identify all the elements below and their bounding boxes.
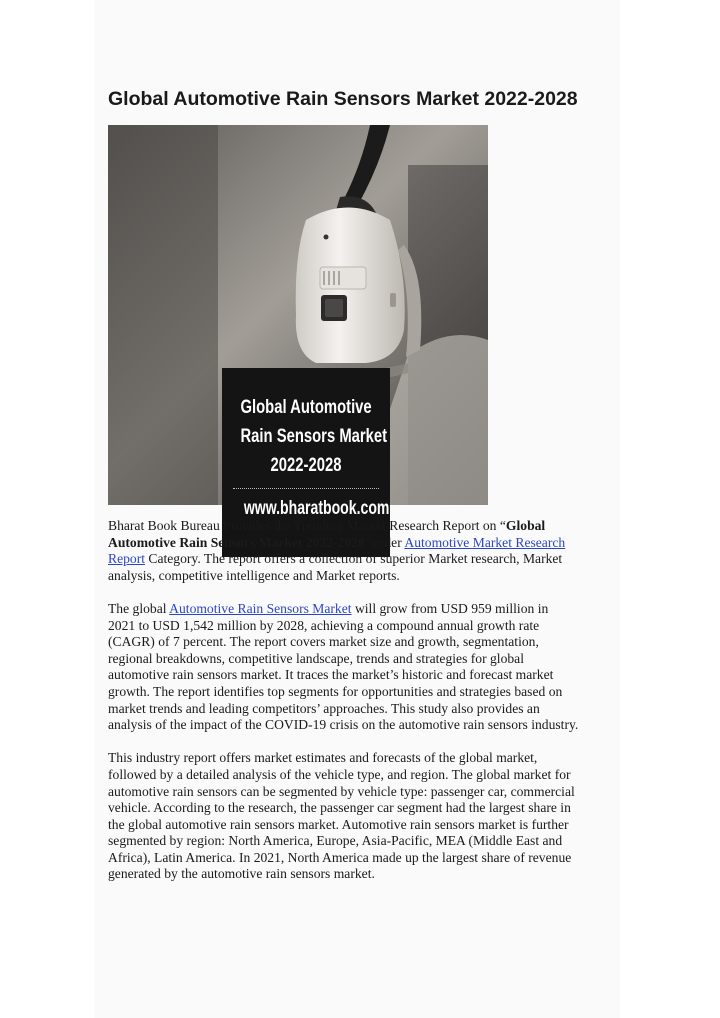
paragraph-line: vehicle. According to the research, the passenger car segment had the largest share in [108, 800, 571, 816]
paragraph-line [108, 601, 620, 618]
paragraph-line [108, 518, 620, 535]
paragraph-line: (CAGR) of 7 percent. The report covers market size and growth, segmentation, [108, 634, 539, 650]
paragraph-line: market trends and leading competitors’ approaches. This study also provides an [108, 700, 540, 716]
paragraph-line: Africa), Latin America. In 2021, North America made up the largest share of revenue [108, 849, 572, 865]
paragraph-line: 2021 to USD 1,542 million by 2028, achieving a compound annual growth rate [108, 617, 540, 633]
overlay-line-1: Global Automotive [240, 397, 372, 418]
paragraph-market-growth [108, 601, 620, 734]
paragraph-line: analysis of the impact of the COVID-19 crisis on the automotive rain sensors industry. [108, 717, 579, 733]
paragraph-line: the global automotive rain sensors market. Automotive rain sensors market is further [108, 816, 569, 832]
paragraph-line: growth. The report identifies top segments for opportunities and strategies based on [108, 683, 563, 699]
overlay-line-3: 2022-2028 [270, 455, 342, 476]
overlay-dotted-divider [233, 488, 379, 489]
automotive-market-research-link[interactable]: Automotive Market Research [404, 534, 566, 550]
text-run: Bharat Book Bureau Provides the Trending Market Research Report on “ [108, 518, 506, 533]
hero-image [108, 125, 488, 519]
text-run: Category. The report offers a collection of superior Market research, Market [145, 551, 563, 567]
paragraph-line [108, 535, 620, 552]
text-run: The global [108, 600, 170, 616]
paragraph-intro [108, 518, 620, 584]
bold-report-name: Global [505, 518, 546, 533]
automotive-market-research-link-cont[interactable]: Report [108, 551, 145, 567]
paragraph-line: segmented by region: North America, Europe, Asia-Pacific, MEA (Middle East and [108, 833, 563, 849]
overlay-website: www.bharatbook.com [243, 498, 390, 519]
text-run: ”under [364, 534, 405, 550]
paragraph-line: followed by a detailed analysis of the vehicle type, and region. The global market for [108, 766, 571, 782]
document-body [108, 518, 620, 900]
paragraph-line: analysis, competitive intelligence and Market reports. [108, 567, 400, 583]
paragraph-segmentation [108, 750, 620, 883]
paragraph-line: generated by the automotive rain sensors market. [108, 866, 375, 882]
paragraph-line: automotive rain sensors can be segmented by vehicle type: passenger car, commercial [108, 783, 575, 799]
paragraph-line: automotive rain sensors market. It traces the market’s historic and forecast market [108, 667, 554, 683]
paragraph-line: This industry report offers market estimates and forecasts of the global market, [108, 750, 538, 766]
rain-sensors-market-link[interactable]: Automotive Rain Sensors Market [169, 600, 352, 616]
bold-report-name: Automotive Rain Sensors Market 2022-2028 [108, 534, 365, 550]
text-run: will grow from USD 959 million in [351, 600, 549, 616]
paragraph-line [108, 551, 620, 568]
document-title: Global Automotive Rain Sensors Market 2022-2028 [108, 88, 578, 110]
overlay-line-2: Rain Sensors Market [240, 426, 388, 447]
paragraph-line: regional breakdowns, competitive landscape, trends and strategies for global [108, 650, 524, 666]
